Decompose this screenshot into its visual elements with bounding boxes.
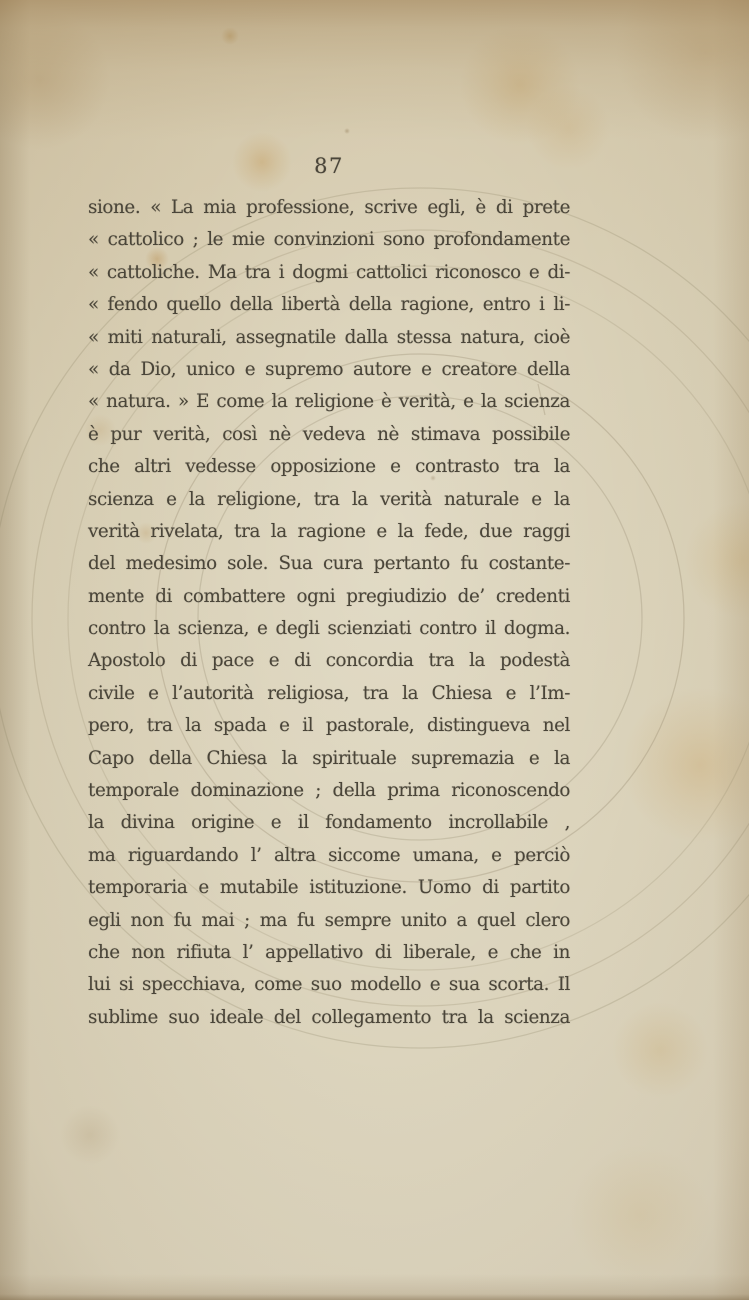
text-line: lui si specchiava, come suo modello e sua scorta. Il bbox=[88, 974, 570, 996]
text-line: Capo della Chiesa la spirituale supremazia e la bbox=[88, 747, 570, 769]
text-line: che altri vedesse opposizione e contrasto tra la bbox=[88, 456, 570, 478]
text-line: « miti naturali, assegnatile dalla stessa natura, cioè bbox=[88, 326, 570, 348]
text-line: mente di combattere ogni pregiudizio de’ credenti bbox=[88, 585, 570, 607]
text-line: è pur verità, così nè vedeva nè stimava possibile bbox=[88, 423, 570, 445]
text-line: scienza e la religione, tra la verità naturale e la bbox=[88, 488, 570, 510]
text-line: che non rifiuta l’ appellativo di liberale, e che in bbox=[88, 941, 570, 963]
text-line: verità rivelata, tra la ragione e la fede, due raggi bbox=[88, 520, 570, 542]
text-line: pero, tra la spada e il pastorale, distingueva nel bbox=[88, 715, 570, 737]
text-line: « da Dio, unico e supremo autore e creatore della bbox=[88, 358, 570, 380]
text-line: ma riguardando l’ altra siccome umana, e perciò bbox=[88, 844, 570, 866]
text-line: la divina origine e il fondamento incrollabile , bbox=[88, 812, 570, 834]
text-line: contro la scienza, e degli scienziati contro il dogma. bbox=[88, 618, 570, 640]
text-line: « natura. » E come la religione è verità, e la scienza bbox=[88, 391, 570, 413]
text-line: civile e l’autorità religiosa, tra la Chiesa e l’Im- bbox=[88, 682, 570, 704]
text-line: del medesimo sole. Sua cura pertanto fu costante- bbox=[88, 553, 570, 575]
text-line: « cattoliche. Ma tra i dogmi cattolici riconosco e di- bbox=[88, 261, 570, 283]
page-number: 87 bbox=[314, 154, 344, 178]
text-line: temporaria e mutabile istituzione. Uomo di partito bbox=[88, 877, 570, 899]
text-line: « fendo quello della libertà della ragione, entro i li- bbox=[88, 294, 570, 316]
text-line: Apostolo di pace e di concordia tra la podestà bbox=[88, 650, 570, 672]
text-line: « cattolico ; le mie convinzioni sono profondamente bbox=[88, 229, 570, 251]
text-line: sublime suo ideale del collegamento tra la scienza bbox=[88, 1006, 570, 1028]
text-line: temporale dominazione ; della prima riconoscendo bbox=[88, 780, 570, 802]
text-line: egli non fu mai ; ma fu sempre unito a quel clero bbox=[88, 909, 570, 931]
page-text-block bbox=[88, 192, 570, 1034]
text-line: sione. « La mia professione, scrive egli, è di prete bbox=[88, 197, 570, 218]
